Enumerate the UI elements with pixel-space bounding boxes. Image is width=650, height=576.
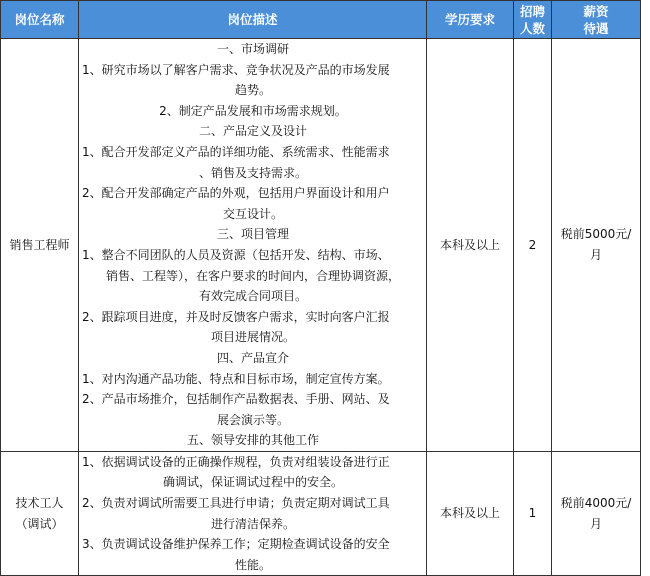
position-cell <box>1 39 79 452</box>
desc-line: 2、制定产品发展和市场需求规划。 <box>159 103 347 118</box>
salary-cell <box>552 451 641 576</box>
desc-line: 三、项目管理 <box>216 227 289 242</box>
desc-line: 2、负责对调试所需要工具进行申请；负责定期对调试工具 <box>82 496 390 511</box>
description-cell <box>79 39 427 452</box>
desc-line: 展会演示等。 <box>216 412 289 427</box>
header-education: 学历要求 <box>427 1 514 39</box>
table-row <box>1 39 641 452</box>
desc-line: 销售、工程等），在客户要求的时间内，合理协调资源， <box>105 268 400 283</box>
headcount-cell: 2 <box>514 39 552 452</box>
salary-line1: 税前4000元/ <box>560 496 632 511</box>
desc-line: 趋势。 <box>234 83 271 98</box>
description-cell <box>79 451 427 576</box>
desc-line: 五、领导安排的其他工作 <box>186 433 319 448</box>
header-description: 岗位描述 <box>79 1 427 39</box>
salary-cell <box>552 39 641 452</box>
desc-line: 1、研究市场以了解客户需求、竞争状况及产品的市场发展 <box>82 62 390 77</box>
desc-line: 进行清洁保养。 <box>210 516 295 531</box>
desc-line: 有效完成合同项目。 <box>198 289 307 304</box>
position-subtitle: （调试） <box>15 516 64 531</box>
education-cell: 本科及以上 <box>427 451 514 576</box>
header-salary-line2: 待遇 <box>583 20 609 36</box>
salary-line2: 月 <box>589 516 602 531</box>
salary-line1: 税前5000元/ <box>560 227 632 242</box>
desc-line: 四、产品宣介 <box>216 350 289 365</box>
desc-line: 1、对内沟通产品功能、特点和目标市场，制定宣传方案。 <box>82 371 390 386</box>
desc-line: 一、市场调研 <box>216 42 289 56</box>
desc-line: 、销售及支持需求。 <box>198 165 307 180</box>
desc-line: 2、产品市场推介，包括制作产品数据表、手册、网站、及 <box>82 392 390 407</box>
header-headcount-line1: 招聘 <box>519 3 545 19</box>
header-headcount <box>514 1 552 39</box>
desc-line: 确调试，保证调试过程中的安全。 <box>162 475 343 490</box>
position-name: 销售工程师 <box>9 237 70 252</box>
desc-line: 2、配合开发部确定产品的外观，包括用户界面设计和用户 <box>82 186 390 201</box>
header-position: 岗位名称 <box>1 1 79 39</box>
desc-line: 1、配合开发部定义产品的详细功能、系统需求、性能需求 <box>82 144 390 159</box>
desc-line: 1、整合不同团队的人员及资源（包括开发、结构、市场、 <box>82 247 390 262</box>
header-salary-line1: 薪资 <box>583 3 609 19</box>
table-header-row <box>1 1 641 39</box>
table-row <box>1 451 641 576</box>
salary-line2: 月 <box>589 247 602 262</box>
desc-line: 3、负责调试设备维护保养工作；定期检查调试设备的安全 <box>82 537 390 552</box>
education-cell: 本科及以上 <box>427 39 514 452</box>
desc-line: 交互设计。 <box>222 206 283 221</box>
desc-line: 2、跟踪项目进度，并及时反馈客户需求，实时向客户汇报 <box>82 309 390 324</box>
header-salary <box>552 1 641 39</box>
desc-line: 项目进展情况。 <box>210 330 295 345</box>
headcount-cell: 1 <box>514 451 552 576</box>
position-name: 技术工人 <box>15 496 64 511</box>
desc-line: 二、产品定义及设计 <box>198 124 307 139</box>
desc-line: 1、依据调试设备的正确操作规程，负责对组装设备进行正 <box>82 454 390 469</box>
header-headcount-line2: 人数 <box>519 20 545 36</box>
desc-line: 性能。 <box>234 557 271 572</box>
position-cell <box>1 451 79 576</box>
